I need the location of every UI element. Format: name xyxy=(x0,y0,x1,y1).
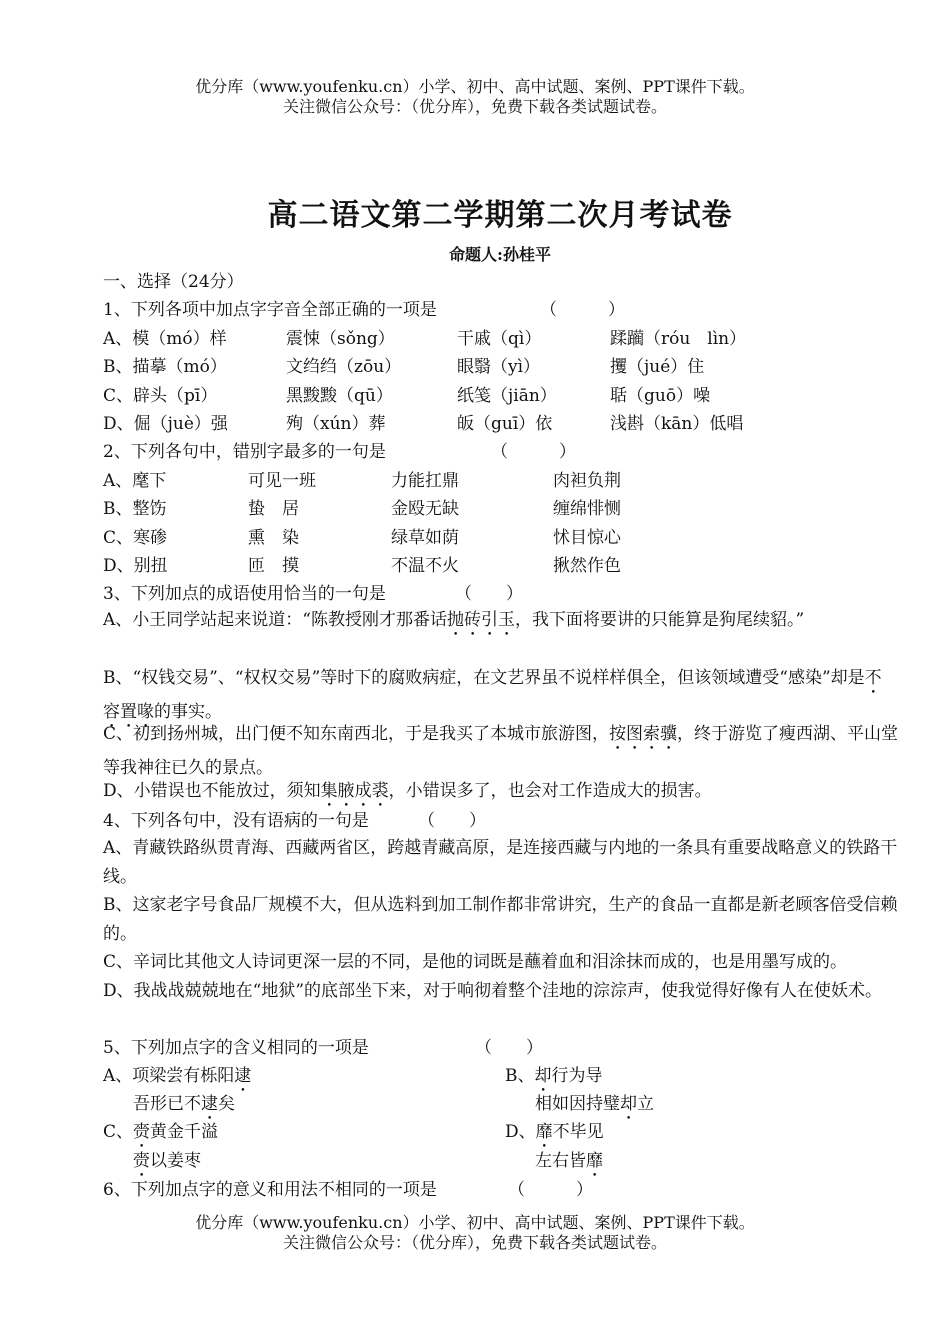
q3-option-d: D、小错误也不能放过，须知集腋成裘，小错误多了，也会对工作造成大的损害。 xyxy=(103,781,712,801)
q4-option-d: D、我战战兢兢地在“地狱”的底部坐下来，对于响彻着整个洼地的淙淙声，使我觉得好像有人在使妖术。 xyxy=(103,981,883,1001)
q3-option-d-idiom: 集腋成裘 xyxy=(320,781,389,801)
q5-option-b-line2: 相如因持璧却立 xyxy=(535,1094,654,1114)
q5-option-c-line1: C、赍黄金千溢 xyxy=(103,1122,219,1142)
q5-option-b-line1: B、却行为导 xyxy=(505,1066,603,1086)
q6-stem: 6、下列加点字的意义和用法不相同的一项是 （ ） xyxy=(103,1180,593,1200)
footer-line-1: 优分库（www.youfenku.cn）小学、初中、高中试题、案例、PPT课件下载。 xyxy=(195,1213,755,1232)
q3-option-c: C、初到扬州城，出门便不知东南西北，于是我买了本城市旅游图，按图索骥，终于游览了瘦西湖、平山堂等我神往已久的景点。 xyxy=(103,724,899,778)
q5-option-a-line2: 吾形已不逮矣 xyxy=(133,1094,235,1114)
q5-option-d-line1: D、靡不毕见 xyxy=(505,1122,604,1142)
q5-option-c-line2: 赍以姜枣 xyxy=(133,1151,201,1171)
q3-option-a-idiom: 抛砖引玉 xyxy=(446,610,515,630)
q1-option-c: C、辟头（pī） 黑黢黢（qū） 纸笺（jiān） 聒（guō）噪 xyxy=(103,386,711,406)
q2-option-d: D、别扭 匝 摸 不温不火 揪然作色 xyxy=(103,556,621,576)
section-heading: 一、选择（24分） xyxy=(103,272,244,292)
page-title: 高二语文第二学期第二次月考试卷 xyxy=(267,198,733,233)
q1-option-a: A、模（mó）样 震悚（sǒng） 干戚（qì） 蹂躏（róu lìn） xyxy=(103,329,747,349)
q2-stem: 2、下列各句中，错别字最多的一句是 （ ） xyxy=(103,442,576,462)
q1-stem: 1、下列各项中加点字字音全部正确的一项是 （ ） xyxy=(103,300,625,320)
q2-option-c: C、寒碜 熏 染 绿草如荫 怵目惊心 xyxy=(103,528,621,548)
author: 命题人:孙桂平 xyxy=(449,245,551,264)
header-line-2: 关注微信公众号：（优分库），免费下载各类试题试卷。 xyxy=(282,97,667,116)
q3-option-c-idiom: 按图索骥 xyxy=(609,724,678,744)
q5-option-a-line1: A、项梁尝有栎阳逮 xyxy=(103,1066,252,1086)
q5-stem: 5、下列加点字的含义相同的一项是 （ ） xyxy=(103,1038,543,1058)
q4-option-a: A、青藏铁路纵贯青海、西藏两省区，跨越青藏高原，是连接西藏与内地的一条具有重要战略意义的铁路干线。 xyxy=(103,838,898,887)
q4-stem: 4、下列各句中，没有语病的一句是 （ ） xyxy=(103,811,486,831)
q4-option-c: C、辛词比其他文人诗词更深一层的不同，是他的词既是蘸着血和泪涂抹而成的，也是用墨写成的。 xyxy=(103,952,848,972)
q1-option-d: D、倔（juè）强 殉（xún）葬 皈（guī）依 浅斟（kān）低唱 xyxy=(103,414,744,434)
header-line-1: 优分库（www.youfenku.cn）小学、初中、高中试题、案例、PPT课件下载。 xyxy=(195,77,755,96)
q3-option-b-idiom: 不容置喙 xyxy=(103,668,882,722)
q5-row-3 xyxy=(103,1121,604,1152)
q2-option-a: A、麾下 可见一班 力能扛鼎 肉袒负荆 xyxy=(103,471,621,491)
q5-option-d-line2: 左右皆靡 xyxy=(535,1151,603,1171)
q3-stem: 3、下列加点的成语使用恰当的一句是 （ ） xyxy=(103,584,523,604)
q5-row-1 xyxy=(103,1065,603,1096)
q3-option-a: A、小王同学站起来说道：“陈教授刚才那番话抛砖引玉，我下面将要讲的只能算是狗尾续貂。” xyxy=(103,610,805,630)
q2-option-b: B、整饬 蛰 居 金殴无缺 缠绵悱恻 xyxy=(103,499,621,519)
q1-option-b: B、描摹（mó） 文绉绉（zōu） 眼翳（yì） 攫（jué）住 xyxy=(103,357,705,377)
q4-option-b: B、这家老字号食品厂规模不大，但从选料到加工制作都非常讲究，生产的食品一直都是新老顾客倍受信赖的。 xyxy=(103,895,898,944)
q3-option-b: B、“权钱交易”、“权权交易”等时下的腐败病症，在文艺界虽不说样样俱全，但该领域遭受“感染”却是不容置喙的事实。 xyxy=(103,668,882,722)
footer-line-2: 关注微信公众号：（优分库），免费下载各类试题试卷。 xyxy=(282,1233,667,1252)
